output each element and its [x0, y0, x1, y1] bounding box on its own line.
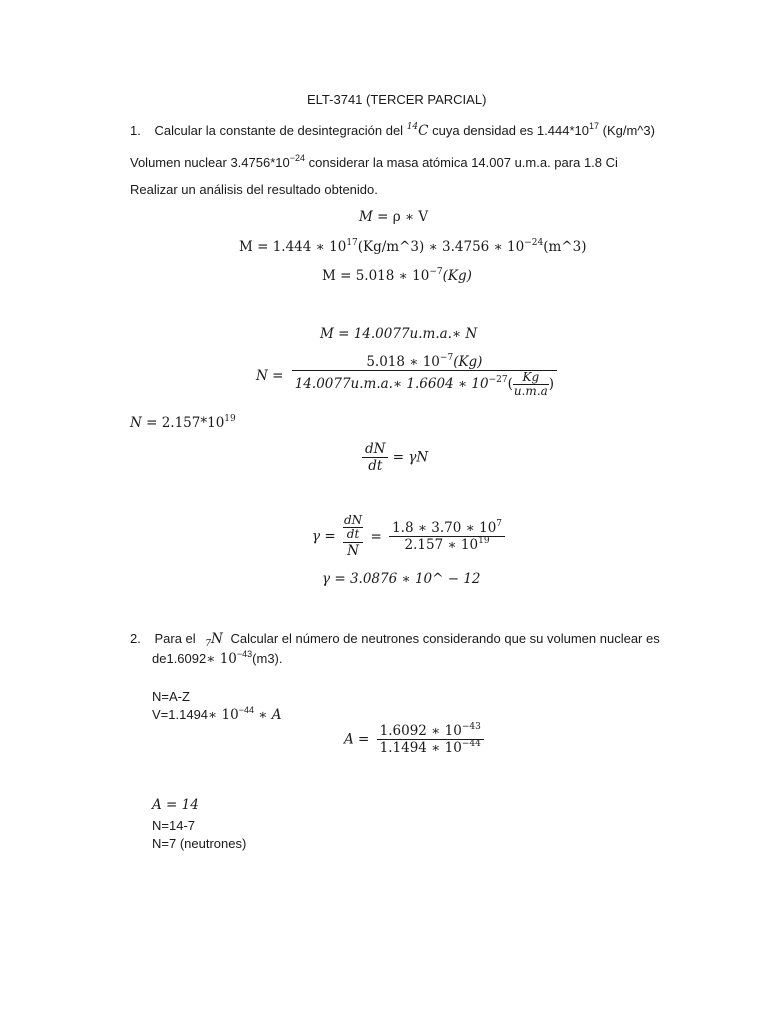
problem-2-number: 2. [130, 631, 141, 646]
problem-2-line-1: 2. Para el $_7$N Calcular el número de neutrones considerando que su volumen nuclear es [130, 631, 660, 649]
problem-2-line-2: de1.6092∗ $10^{-43}(m3)$. [152, 649, 283, 667]
problem-1-text-b: cuya densidad es 1.444*10 [432, 123, 589, 138]
problem-1-line-1 [130, 123, 655, 139]
eq-a-fraction: A = $\frac{1.6092 ∗ 10^{-43}}{1.1494 ∗ 10^{-44}}$ [344, 723, 484, 756]
density-exponent: 17 [588, 121, 599, 131]
eq-decay-law: $\frac{dN}{dt}$ = γN [362, 441, 428, 474]
carbon-14-symbol: $^{14}$C [406, 122, 429, 139]
problem-1-number: 1. [130, 123, 141, 138]
a-result: A = 14 [152, 797, 199, 813]
volume-exponent: −24 [289, 153, 306, 163]
formula-volume: V=1.1494∗ $10^{-44}$ ∗ A [152, 705, 282, 723]
formula-n-a-z: N=A-Z [152, 689, 190, 704]
nitrogen-7-symbol: $_7$N [205, 631, 223, 649]
density-unit: (Kg/m^3) [599, 123, 655, 138]
eq-gamma-fraction: γ = $\frac{\frac{dN}{dt}}{N}$ = $\frac{1.8 ∗ 3.70 ∗ 10^7}{2.157 ∗ 10^{19}}$ [312, 514, 505, 559]
problem-1-line-3: Realizar un análisis del resultado obtenido. [130, 182, 378, 197]
n-calculation: N=14-7 [152, 818, 195, 833]
eq-mass-definition: M = ρ ∗ V [359, 209, 429, 225]
eq-mass-uma: M = 14.0077u.m.a.∗ N [320, 326, 478, 342]
eq-mass-result: M = 5.018 ∗ $10^{-7}(Kg)$ [322, 267, 472, 284]
eq-gamma-result: γ = 3.0876 ∗ 10^ − 12 [322, 571, 481, 587]
problem-1-text-a: Calcular la constante de desintegración del [154, 123, 404, 138]
eq-n-result: $N = 2.157*10^{19}$ [130, 414, 236, 431]
n-final-result: N=7 (neutrones) [152, 836, 247, 851]
eq-n-fraction: N = 5.018 ∗ $10^{-7}(Kg)$ 14.0077u.m.a.∗ 1.6604 ∗ $10^{-27}$( $\frac{Kg}{u.m.a}$ ) [256, 354, 557, 398]
page-title: ELT-3741 (TERCER PARCIAL) [307, 92, 487, 107]
problem-1-line-2: Volumen nuclear $3.4756*10^{-24}$ considerar la masa atómica 14.007 u.m.a. para 1.8 Ci [130, 153, 618, 170]
eq-mass-substitution: M = 1.444 ∗ $10^{17}(Kg/m\^{}3)$ ∗ 3.4756 ∗ $10^{-24}(m\^{}3)$ [239, 238, 587, 255]
